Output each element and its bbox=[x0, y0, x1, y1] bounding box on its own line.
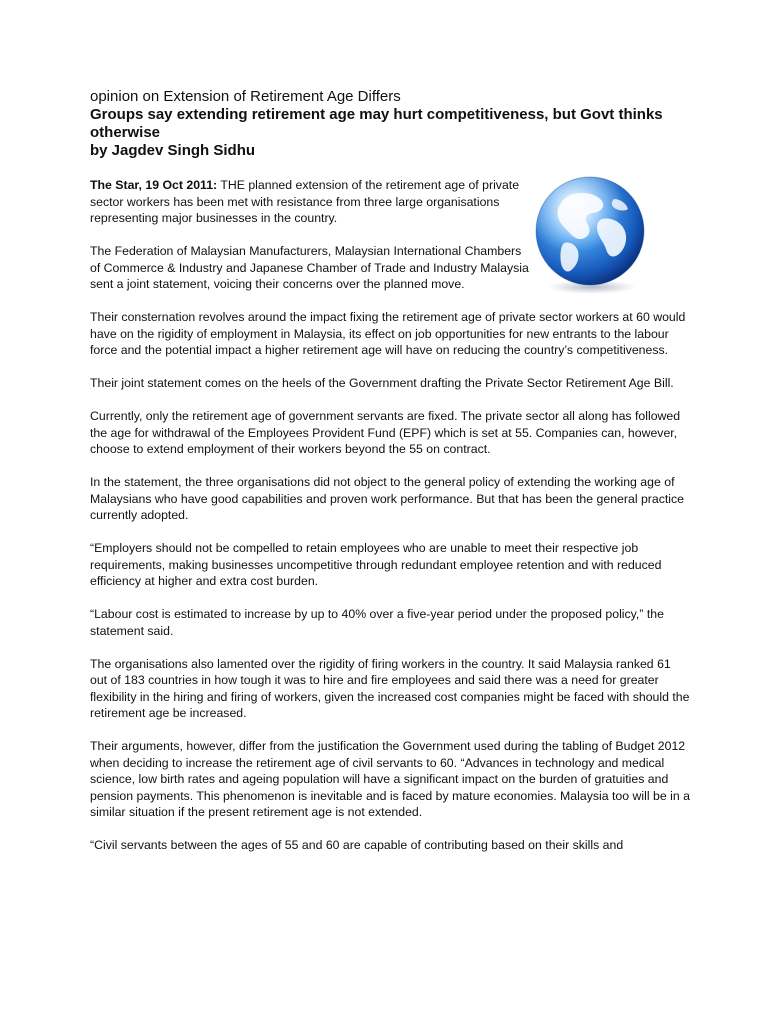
paragraph: Currently, only the retirement age of government servants are fixed. The private sector all along has followed the age for withdrawal of the Employees Provident Fund (EPF) which is set at 55. Companies can, however, choose to extend employment of their workers beyond the 55 on contract. bbox=[90, 409, 681, 456]
article-kicker: opinion on Extension of Retirement Age Differs bbox=[90, 88, 401, 105]
paragraph: “Employers should not be compelled to retain employees who are unable to meet their respective job requirements, making businesses uncompetitive through redundant employee retention and with reduced efficiency at higher and extra cost burden. bbox=[90, 541, 662, 588]
paragraph: Their joint statement comes on the heels of the Government drafting the Private Sector Retirement Age Bill. bbox=[90, 376, 674, 390]
globe-icon bbox=[530, 173, 650, 297]
article-dateline: The Star, 19 Oct 2011: bbox=[90, 178, 218, 192]
lead-section bbox=[90, 177, 690, 293]
article-headline: Groups say extending retirement age may hurt competitiveness, but Govt thinks otherwise bbox=[90, 106, 663, 141]
paragraph: “Labour cost is estimated to increase by up to 40% over a five-year period under the proposed policy,” the statement said. bbox=[90, 607, 664, 638]
article bbox=[90, 88, 690, 870]
paragraph: Their arguments, however, differ from the justification the Government used during the tabling of Budget 2012 when deciding to increase the retirement age of civil servants to 60. “Advances in technology and medical science, low birth rates and ageing population will have a significant impact on the burden of gratuities and pension payments. This phenomenon is inevitable and is faced by mature economies. Malaysia too will be in a similar situation if the present retirement age is not extended. bbox=[90, 739, 690, 819]
paragraph: In the statement, the three organisations did not object to the general policy of extending the working age of Malaysians who have good capabilities and proven work performance. But that has been the general practice currently adopted. bbox=[90, 475, 685, 522]
paragraph: “Civil servants between the ages of 55 and 60 are capable of contributing based on their skills and bbox=[90, 838, 624, 852]
article-byline: by Jagdev Singh Sidhu bbox=[90, 142, 256, 159]
paragraph: Their consternation revolves around the impact fixing the retirement age of private sector workers at 60 would have on the rigidity of employment in Malaysia, its effect on job opportunities for new entrants to the labour force and the potential impact a higher retirement age will have on reducing the country’s competitiveness. bbox=[90, 310, 686, 357]
article-body bbox=[90, 177, 690, 854]
lead-text: THE planned extension of the retirement age of private sector workers has been met with resistance from three large organisations representing major businesses in the country. bbox=[90, 178, 520, 225]
lead-paragraph bbox=[90, 177, 530, 227]
paragraph: The Federation of Malaysian Manufacturers, Malaysian International Chambers of Commerce & Industry and Japanese Chamber of Trade and Industry Malaysia sent a joint statement, voicing their concerns over the planned move. bbox=[90, 244, 529, 291]
paragraph: The organisations also lamented over the rigidity of firing workers in the country. It said Malaysia ranked 61 out of 183 countries in how tough it was to hire and fire employees and said there was a need for greater flexibility in the hiring and firing of workers, given the increased cost companies might be faced with should the retirement age be increased. bbox=[90, 656, 690, 720]
